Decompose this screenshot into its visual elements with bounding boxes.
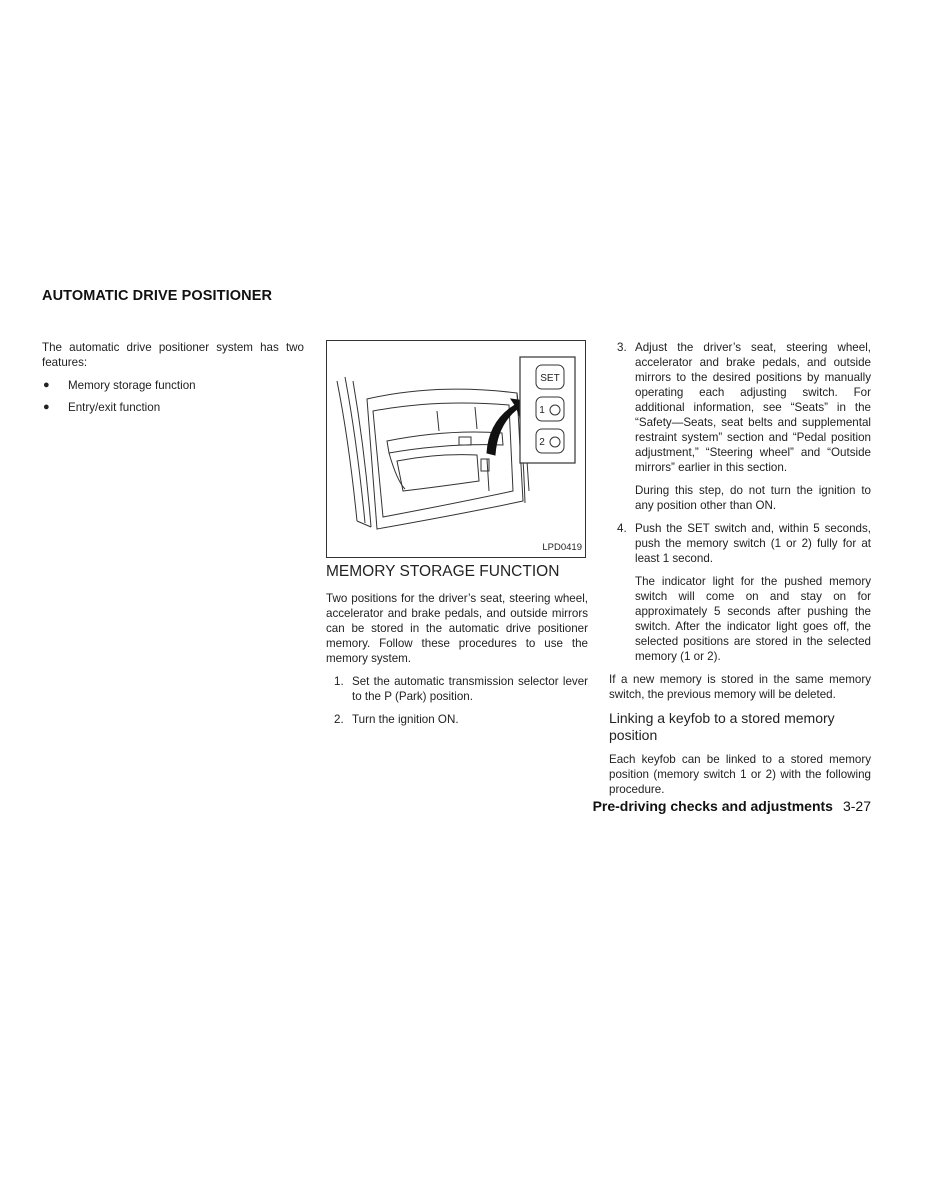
- step-item: [326, 712, 588, 727]
- step-number: 4.: [617, 522, 627, 535]
- memory-overwrite-paragraph: If a new memory is stored in the same memory switch, the previous memory will be deleted.: [609, 673, 871, 701]
- step-item: [609, 340, 871, 475]
- step-note: The indicator light for the pushed memory switch will come on and stay on for approximately 5 seconds after pushing the switch. After the indicator light goes off, the selected positions are stored in the selected memory (1 or 2).: [635, 575, 871, 663]
- step-item: [609, 521, 871, 566]
- column-2: [326, 340, 588, 735]
- keyfob-link-paragraph: Each keyfob can be linked to a stored memory position (memory switch 1 or 2) with the following procedure.: [609, 753, 871, 796]
- section-title: AUTOMATIC DRIVE POSITIONER: [42, 288, 273, 304]
- door-switch-illustration: [326, 340, 586, 558]
- step-number: 1.: [334, 675, 344, 688]
- column-1: [42, 340, 304, 422]
- column-3: [609, 340, 871, 805]
- keyfob-link-heading: Linking a keyfob to a stored memory position: [609, 710, 835, 743]
- bullet-text: Memory storage function: [68, 379, 196, 392]
- memory-switch-2-label: 2: [539, 437, 545, 448]
- bullet-text: Entry/exit function: [68, 401, 161, 414]
- step-text: Turn the ignition ON.: [352, 713, 459, 726]
- figure-code: LPD0419: [542, 542, 582, 553]
- step-text: Adjust the driver’s seat, steering wheel, accelerator and brake pedals, and outside mirrors to the desired positions by manually operating each adjusting switch. For additional information, see “Seats” in the “Safety—Seats, seat belts and supplemental restraint system” section and “Pedal position adjustment,” “Steering wheel” and “Outside mirrors” earlier in this section.: [635, 341, 871, 474]
- page-number: 3-27: [842, 798, 871, 814]
- memory-switch-1-label: 1: [539, 405, 545, 416]
- step-number: 2.: [334, 713, 344, 726]
- footer-section-name: Pre-driving checks and adjustments: [592, 798, 833, 814]
- bullet-item: [42, 400, 304, 415]
- step-note: During this step, do not turn the ignition to any position other than ON.: [635, 484, 871, 512]
- step-item: [326, 674, 588, 704]
- intro-paragraph: The automatic drive positioner system has two features:: [42, 341, 304, 369]
- step-number: 3.: [617, 341, 627, 354]
- bullet-icon: ●: [43, 401, 50, 413]
- bullet-icon: ●: [43, 379, 50, 391]
- bullet-item: [42, 378, 304, 393]
- step-text: Push the SET switch and, within 5 seconds, push the memory switch (1 or 2) fully for at least 1 second.: [635, 522, 871, 565]
- door-panel-drawing: [327, 341, 585, 557]
- memory-storage-paragraph: Two positions for the driver’s seat, steering wheel, accelerator and brake pedals, and outside mirrors can be stored in the automatic drive positioner memory. Follow these procedures to use the memory system.: [326, 592, 588, 665]
- set-switch-label: SET: [540, 373, 560, 384]
- step-text: Set the automatic transmission selector lever to the P (Park) position.: [352, 675, 588, 703]
- memory-storage-heading: MEMORY STORAGE FUNCTION: [326, 563, 560, 580]
- page-footer: [480, 798, 871, 814]
